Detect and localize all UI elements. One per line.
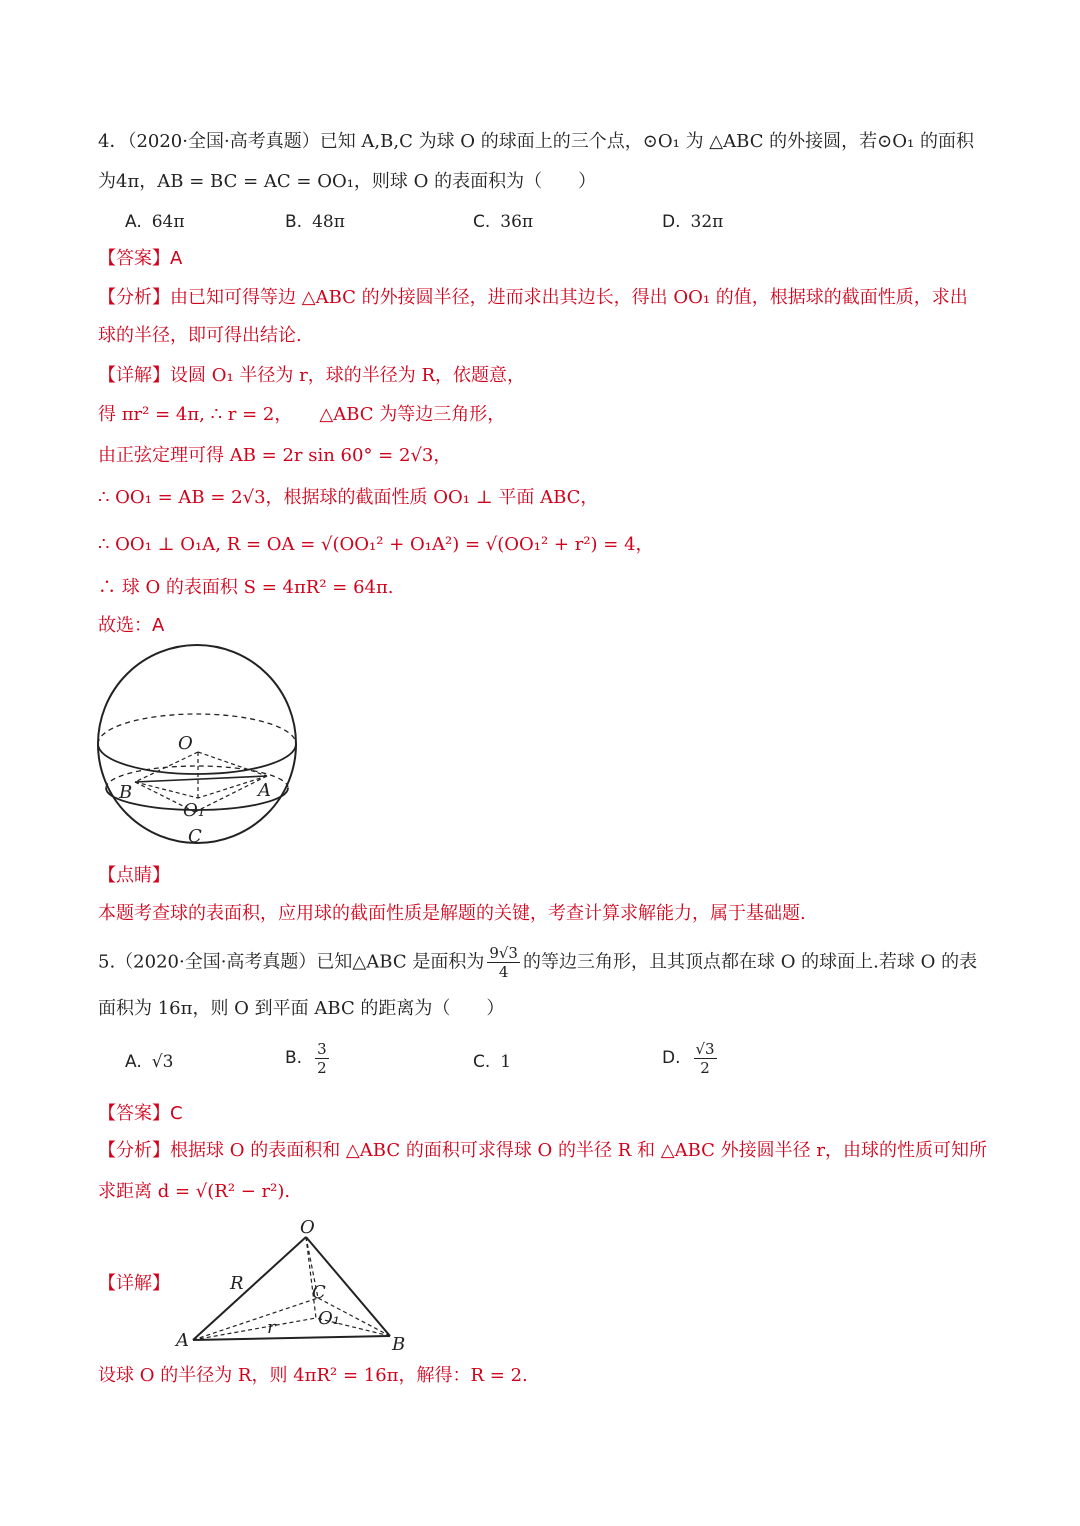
label-a: A: [176, 1330, 189, 1351]
fraction-numerator: 3: [317, 1040, 327, 1058]
q4-option-b[interactable]: [285, 210, 345, 234]
equator-back: [98, 714, 296, 744]
q5-option-b[interactable]: [285, 1040, 332, 1077]
q5-option-a[interactable]: [125, 1050, 173, 1074]
detail-text-1: 设球 O 的半径为 R，则 4πR² = 16π，解得：R = 2.: [98, 1365, 528, 1386]
q4-stem-line1: [98, 130, 974, 154]
q4-detail-line3: [98, 444, 451, 468]
q5-stem-text-1a: 5.（2020·全国·高考真题）已知△ABC 是面积为: [98, 951, 485, 973]
q4-point-tag: [98, 864, 170, 888]
b-to-a: [135, 776, 267, 782]
detail-tag: 【详解】: [98, 1273, 170, 1294]
q4-detail-line6: [98, 576, 394, 600]
option-text: 32π: [690, 212, 724, 232]
label-o: O: [300, 1217, 315, 1238]
option-label: D.: [662, 212, 681, 232]
q5-option-c[interactable]: [473, 1050, 511, 1074]
edge-a-b: [193, 1336, 390, 1340]
q5-option-d[interactable]: [662, 1040, 720, 1077]
q5-detail-line1: [98, 1364, 528, 1388]
option-label: C.: [473, 1052, 491, 1072]
q4-choose: [98, 614, 164, 638]
option-label: C.: [473, 212, 491, 232]
q4-detail-line4: [98, 486, 598, 510]
label-a: A: [258, 780, 271, 801]
q5-analysis-line1: [98, 1139, 987, 1163]
a-to-c: [195, 776, 267, 812]
q5-stem-line2: [98, 997, 504, 1021]
analysis-tag: 【分析】: [98, 1140, 170, 1161]
q4-analysis-line1: [98, 286, 968, 310]
q4-stem-line2: [98, 170, 596, 194]
point-text: 本题考查球的表面积，应用球的截面性质是解题的关键，考查计算求解能力，属于基础题.: [98, 903, 806, 924]
detail-text-2: 得 πr² = 4π, ∴ r = 2， △ABC 为等边三角形，: [98, 404, 506, 425]
label-c: C: [312, 1282, 326, 1303]
edge-o-a: [193, 1237, 306, 1340]
label-b: B: [119, 782, 133, 803]
analysis-text-2: 求距离 d = √(R² − r²).: [98, 1181, 291, 1202]
q4-option-d[interactable]: [662, 210, 723, 234]
sphere-figure: [95, 648, 305, 848]
fraction-numerator: √3: [695, 1040, 715, 1058]
analysis-text-1: 由已知可得等边 △ABC 的外接圆半径，进而求出其边长，得出 OO₁ 的值，根据球的截面性质，求出: [170, 287, 968, 308]
label-o1: O₁: [183, 800, 205, 821]
analysis-tag: 【分析】: [98, 287, 170, 308]
q4-detail-line5: [98, 533, 654, 557]
answer-value: A: [170, 248, 183, 269]
fraction-denominator: 2: [317, 1059, 327, 1077]
q5-stem-text-2: 面积为 16π，则 O 到平面 ABC 的距离为（ ）: [98, 998, 505, 1019]
q5-answer: [98, 1102, 183, 1126]
b-to-o1: [135, 782, 198, 798]
option-text: 36π: [500, 212, 534, 232]
option-text: 64π: [151, 212, 185, 232]
option-text: 48π: [312, 212, 345, 232]
answer-tag: 【答案】: [98, 1103, 170, 1124]
option-label: D.: [662, 1048, 681, 1068]
detail-tag: 【详解】: [98, 365, 170, 386]
analysis-text-2: 球的半径，即可得出结论.: [98, 325, 302, 346]
q4-stem-text-2: 为4π，AB = BC = AC = OO₁，则球 O 的表面积为（ ）: [98, 171, 597, 192]
q5-analysis-line2: [98, 1180, 290, 1204]
q4-point-text: [98, 902, 806, 926]
option-fraction: [315, 1040, 329, 1077]
label-r-lower: r: [267, 1317, 276, 1338]
answer-value: C: [170, 1103, 183, 1124]
q4-option-a[interactable]: [125, 210, 185, 234]
answer-tag: 【答案】: [98, 248, 170, 269]
option-text: 1: [500, 1052, 512, 1072]
edge-a-c: [193, 1298, 318, 1340]
option-fraction: [694, 1040, 717, 1077]
q5-detail-tag: [98, 1272, 170, 1296]
point-tag: 【点睛】: [98, 865, 170, 886]
label-r-upper: R: [230, 1273, 244, 1294]
option-label: B.: [285, 1048, 303, 1068]
q4-analysis-line2: [98, 324, 302, 348]
choose-text: 故选：A: [98, 615, 165, 636]
option-label: B.: [285, 212, 303, 232]
option-text: √3: [151, 1052, 174, 1072]
detail-text-3: 由正弦定理可得 AB = 2r sin 60° = 2√3，: [98, 445, 452, 466]
q4-option-c[interactable]: [473, 210, 533, 234]
fraction-numerator: 9√3: [489, 944, 518, 962]
fraction-denominator: 2: [700, 1059, 710, 1077]
detail-text-4: ∴ OO₁ = AB = 2√3，根据球的截面性质 OO₁ ⊥ 平面 ABC，: [98, 487, 599, 508]
fraction-denominator: 4: [498, 963, 509, 981]
tetrahedron-figure: [170, 1212, 420, 1362]
equator-front: [98, 744, 296, 774]
option-label: A.: [125, 212, 142, 232]
edge-o-o1: [306, 1237, 316, 1318]
area-fraction: [487, 944, 520, 981]
detail-text-1: 设圆 O₁ 半径为 r，球的半径为 R，依题意，: [170, 365, 526, 386]
q4-stem-text-1: 4．（2020·全国·高考真题）已知 A,B,C 为球 O 的球面上的三个点，⊙O₁ 为 △ABC 的外接圆，若⊙O₁ 的面积: [98, 131, 974, 152]
label-o1: O₁: [318, 1308, 340, 1329]
analysis-text-1: 根据球 O 的表面积和 △ABC 的面积可求得球 O 的半径 R 和 △ABC 外接圆半径 r，由球的性质可知所: [170, 1140, 987, 1161]
q5-stem-text-1b: 的等边三角形，且其顶点都在球 O 的球面上.若球 O 的表: [522, 951, 978, 973]
detail-text-6: ∴ 球 O 的表面积 S = 4πR² = 64π.: [98, 577, 394, 598]
label-o: O: [178, 733, 193, 754]
q4-detail-line1: [98, 364, 525, 388]
option-label: A.: [125, 1052, 142, 1072]
q5-stem-line1: [98, 944, 977, 981]
q4-answer: [98, 247, 182, 271]
label-b: B: [392, 1334, 406, 1355]
edge-a-o1: [193, 1318, 316, 1340]
detail-text-5: ∴ OO₁ ⊥ O₁A, R = OA = √(OO₁² + O₁A²) = √(OO₁² + r²) = 4，: [98, 534, 654, 555]
q4-detail-line2: [98, 403, 505, 427]
label-c: C: [188, 826, 202, 847]
